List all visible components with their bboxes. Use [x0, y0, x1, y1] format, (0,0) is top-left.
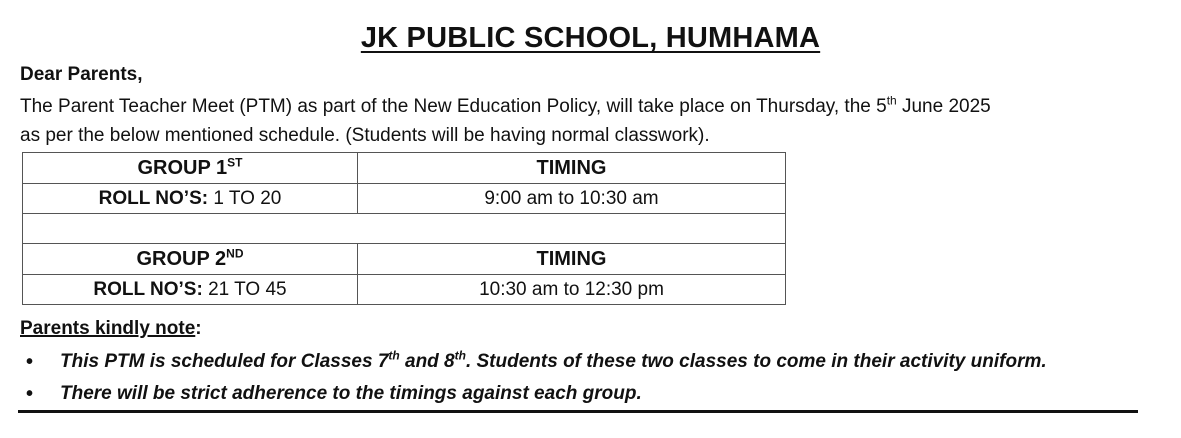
- group2-suffix: ND: [226, 245, 244, 260]
- group1-header: GROUP 1ST: [23, 153, 358, 184]
- group1-roll-value: 1 TO 20: [208, 187, 282, 209]
- group1-roll-label: ROLL NO’S:: [98, 187, 209, 209]
- bottom-divider: [18, 410, 1138, 413]
- group2-roll-numbers: [23, 275, 358, 305]
- notes-heading: Parents kindly note:: [20, 318, 202, 339]
- intro-text: The Parent Teacher Meet (PTM) as part of the New Education Policy, will take place on Thursday, the 5: [20, 96, 887, 117]
- intro-paragraph: [20, 92, 1140, 150]
- ptm-schedule-table: [22, 152, 786, 305]
- group1-header-row: [23, 153, 786, 184]
- bullet-icon: •: [26, 383, 34, 405]
- intro-date-tail: June 2025: [896, 96, 991, 117]
- group1-time: 9:00 am to 10:30 am: [358, 184, 786, 214]
- group2-header: GROUP 2ND: [23, 244, 358, 275]
- school-title: JK PUBLIC SCHOOL, HUMHAMA: [360, 22, 821, 54]
- spacer-cell: [23, 214, 786, 244]
- date-suffix: th: [886, 93, 897, 108]
- group2-values-row: [23, 275, 786, 305]
- group1-roll-numbers: [23, 184, 358, 214]
- salutation: Dear Parents,: [20, 64, 143, 85]
- intro-line-2: as per the below mentioned schedule. (Students will be having normal classwork).: [20, 125, 710, 146]
- group2-time: 10:30 am to 12:30 pm: [358, 275, 786, 305]
- list-item: • This PTM is scheduled for Classes 7th and 8th. Students of these two classes to come in their activity uniform.: [20, 347, 1160, 379]
- group2-roll-value: 21 TO 45: [202, 278, 287, 300]
- group1-values-row: [23, 184, 786, 214]
- bullet-icon: •: [26, 351, 34, 373]
- spacer-row: [23, 214, 786, 244]
- notes-list: [20, 347, 1160, 411]
- group2-roll-label: ROLL NO’S:: [93, 278, 203, 300]
- group1-timing-header: TIMING: [358, 153, 786, 184]
- list-item: • There will be strict adherence to the timings against each group.: [20, 379, 1160, 411]
- group1-suffix: ST: [227, 154, 243, 169]
- group2-timing-header: TIMING: [358, 244, 786, 275]
- group2-header-row: [23, 244, 786, 275]
